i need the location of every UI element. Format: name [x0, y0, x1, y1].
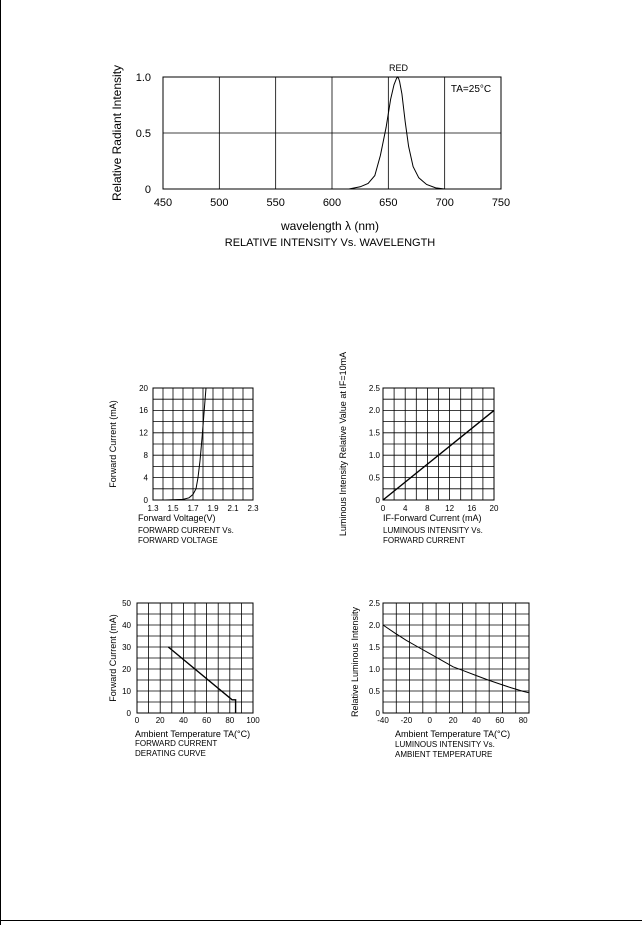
chart-lum-temp: [350, 599, 529, 759]
y-tick-label: 2.0: [368, 406, 380, 416]
x-tick-label: 1.3: [147, 504, 159, 513]
chart-title-line-1: LUMINOUS INTENSITY Vs.: [395, 740, 495, 749]
x-tick-label: 20: [489, 504, 499, 513]
x-axis-label: Ambient Temperature TA(°C): [135, 729, 251, 739]
y-tick-label: 0.5: [135, 127, 151, 140]
x-axis-label: Ambient Temperature TA(°C): [395, 729, 511, 739]
y-tick-label: 0.5: [368, 473, 380, 483]
y-tick-label: 0: [144, 183, 151, 196]
x-tick-label: 700: [435, 197, 454, 209]
chart-spectrum: [110, 63, 510, 249]
chart-title-line-2: DERATING CURVE: [135, 749, 206, 758]
y-axis-label: Relative Radiant Intensity: [110, 64, 124, 202]
chart-iv: [108, 384, 259, 545]
x-tick-label: 40: [471, 716, 481, 725]
chart-title-line-1: FORWARD CURRENT Vs.: [138, 526, 234, 535]
chart-title: [138, 526, 234, 545]
x-tick-label: 4: [402, 504, 408, 513]
x-tick-label: 450: [153, 197, 173, 209]
x-tick-label: 2.3: [247, 504, 259, 513]
x-tick-label: 20: [155, 716, 165, 725]
x-tick-label: 600: [322, 197, 342, 209]
x-tick-label: 100: [246, 716, 260, 725]
y-tick-label: 12: [139, 428, 148, 438]
x-axis-label: Forward Voltage(V): [138, 513, 216, 523]
chart-title: [395, 740, 495, 759]
y-tick-label: 0.5: [368, 686, 380, 696]
x-tick-label: 80: [225, 716, 235, 725]
x-tick-label: 500: [210, 197, 229, 209]
x-tick-label: 60: [495, 716, 505, 725]
chart-title-line-2: FORWARD VOLTAGE: [138, 536, 218, 545]
y-tick-label: 1.0: [368, 664, 380, 674]
y-tick-label: 10: [122, 686, 131, 696]
y-tick-label: 8: [143, 451, 148, 460]
y-tick-label: 4: [143, 473, 148, 483]
y-axis-label: Luminous Intensity Relative Value at IF=10mA: [338, 351, 348, 537]
y-tick-label: 0: [375, 708, 380, 718]
y-tick-label: 0: [126, 708, 131, 718]
x-tick-label: 1.7: [187, 504, 199, 513]
x-tick-label: 60: [202, 716, 212, 725]
x-tick-label: 0: [134, 716, 140, 725]
y-tick-label: 1.0: [368, 451, 380, 460]
x-tick-label: 0: [427, 716, 432, 725]
chart-lum-if: [338, 352, 499, 545]
x-axis-label: wavelength λ (nm): [280, 219, 380, 233]
x-tick-label: 80: [518, 716, 528, 725]
peak-label: RED: [388, 63, 408, 73]
chart-title: [383, 526, 483, 545]
chart-title-line-1: FORWARD CURRENT: [135, 739, 218, 748]
y-tick-label: 30: [122, 642, 131, 652]
y-tick-label: 2.5: [368, 598, 380, 608]
temperature-label: TA=25°C: [450, 84, 492, 95]
y-tick-label: 0: [143, 495, 148, 505]
y-tick-label: 16: [139, 406, 148, 416]
y-tick-label: 1.0: [135, 71, 151, 84]
y-tick-label: 40: [122, 620, 131, 630]
x-tick-label: -20: [400, 716, 413, 725]
x-tick-label: 1.5: [167, 504, 179, 513]
series-line-0: [383, 625, 529, 693]
y-axis-label: Forward Current (mA): [108, 614, 118, 702]
y-tick-label: 1.5: [368, 428, 380, 438]
chart-title-line-2: AMBIENT TEMPERATURE: [395, 750, 493, 759]
x-tick-label: 750: [491, 197, 511, 209]
x-tick-label: 40: [178, 716, 188, 725]
y-axis-label: Forward Current (mA): [108, 400, 118, 488]
y-tick-label: 1.5: [368, 642, 380, 652]
y-tick-label: 20: [122, 664, 131, 674]
x-tick-label: 2.1: [227, 504, 239, 513]
chart-title: RELATIVE INTENSITY Vs. WAVELENGTH: [224, 237, 436, 249]
x-axis-label: IF-Forward Current (mA): [383, 513, 482, 523]
x-tick-label: -40: [377, 716, 389, 725]
x-tick-label: 0: [380, 504, 386, 513]
x-tick-label: 16: [467, 504, 477, 513]
x-tick-label: 650: [379, 197, 398, 209]
x-tick-label: 20: [448, 716, 458, 725]
x-tick-label: 8: [425, 504, 430, 513]
chart-title-line-1: LUMINOUS INTENSITY Vs.: [383, 526, 483, 535]
chart-title-line-2: FORWARD CURRENT: [383, 536, 466, 545]
y-tick-label: 0: [375, 495, 380, 505]
x-tick-label: 1.9: [207, 504, 219, 513]
x-tick-label: 12: [445, 504, 455, 513]
y-tick-label: 20: [139, 383, 148, 393]
y-tick-label: 2.5: [368, 383, 380, 393]
chart-title: [135, 739, 217, 758]
y-tick-label: 2.0: [368, 620, 380, 630]
y-tick-label: 50: [122, 598, 131, 608]
x-tick-label: 550: [266, 197, 285, 209]
y-axis-label: Relative Luminous Intensity: [350, 606, 360, 718]
chart-derating: [108, 599, 260, 758]
